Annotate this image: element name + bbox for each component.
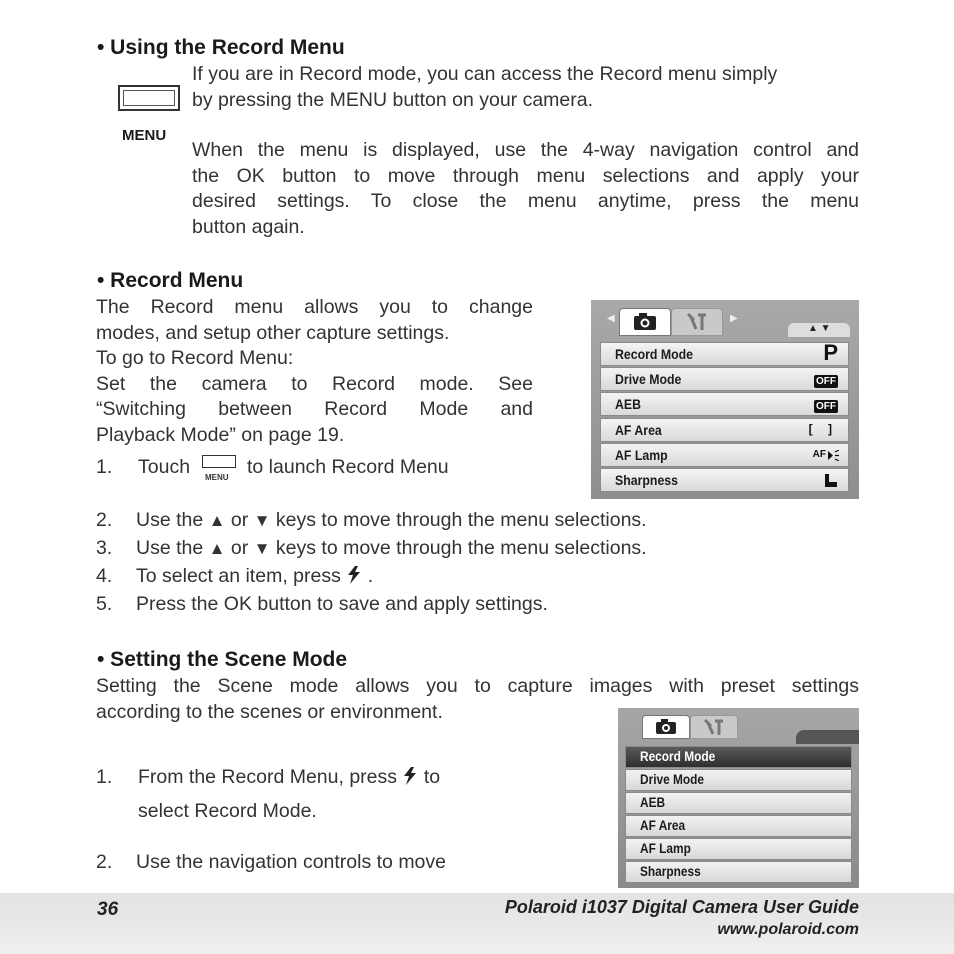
menu-row-label: AF Lamp [640, 841, 691, 856]
step-text: Use the [136, 537, 204, 559]
menu-row-label: AEB [640, 795, 666, 810]
para-line: Set the camera to Record mode. See [96, 372, 533, 395]
step-1 [96, 455, 556, 489]
off-badge: OFF [816, 401, 836, 413]
step-2 [96, 508, 856, 534]
page-footer [0, 893, 954, 954]
section1-para1 [192, 62, 859, 113]
camera-icon [620, 309, 670, 335]
step-text: . [367, 565, 374, 587]
off-badge: OFF [816, 376, 836, 388]
menu-row [625, 815, 852, 837]
step-number: 3. [96, 537, 113, 559]
step-4 [96, 564, 856, 590]
menu-row [600, 367, 849, 391]
menu-row [625, 861, 852, 883]
step-text: From the Record Menu, press [138, 766, 398, 788]
menu-row-label: AEB [615, 396, 642, 413]
menu-row-label: Drive Mode [640, 772, 705, 787]
step-number: 2. [96, 851, 113, 873]
step-number: 4. [96, 565, 113, 587]
menu-caption: MENU [122, 127, 167, 144]
menu-row-selected [625, 746, 852, 768]
heading-using-record-menu: • Using the Record Menu [97, 36, 345, 59]
menu-icon [202, 455, 236, 485]
record-mode-screen [618, 708, 859, 888]
record-menu-screen [591, 300, 859, 499]
scene-step-1-line2: select Record Mode. [138, 800, 317, 822]
up-arrow-icon: ▲ [208, 539, 226, 558]
menu-row-label: Sharpness [615, 471, 679, 488]
menu-list [600, 342, 849, 493]
para-line: desired settings. To close the menu anytime, press the menu [192, 190, 859, 212]
scroll-indicator [788, 323, 850, 337]
tools-icon [672, 309, 722, 335]
para-line: Setting the Scene mode allows you to capture images with preset settings [96, 675, 859, 697]
menu-row-label: Drive Mode [615, 371, 682, 388]
down-arrow-icon: ▼ [253, 539, 271, 558]
menu-button-icon [118, 85, 180, 111]
menu-row [600, 392, 849, 416]
menu-row [625, 838, 852, 860]
website-url: www.polaroid.com [717, 921, 859, 938]
heading-record-menu: • Record Menu [97, 269, 244, 292]
para-line: Playback Mode” on page 19. [96, 423, 345, 446]
para-line: by pressing the MENU button on your camera. [192, 88, 594, 111]
step-text: to launch Record Menu [247, 456, 449, 478]
menu-row [600, 443, 849, 467]
para-line: modes, and setup other capture settings. [96, 321, 450, 344]
step-text-line [136, 536, 647, 562]
step-text-line [136, 508, 647, 534]
para-line: “Switching between Record Mode and [96, 398, 533, 420]
step-text-line [138, 765, 440, 791]
step-text: To select an item, press [136, 565, 341, 587]
step-text: keys to move through the menu selections. [275, 509, 647, 531]
para-line: If you are in Record mode, you can access the Record menu simply [192, 63, 778, 85]
menu-row [600, 418, 849, 442]
step-5 [96, 592, 856, 618]
step-number: 1. [96, 766, 113, 788]
lamp-rays-icon [827, 450, 840, 461]
step-text: or [230, 537, 249, 559]
menu-list [625, 746, 852, 884]
up-arrow-icon: ▲ [208, 511, 226, 530]
af-area-icon: [ ] [808, 421, 838, 436]
value-slot [814, 396, 838, 414]
para-line: according to the scenes or environment. [96, 700, 443, 723]
menu-row [625, 769, 852, 791]
step-text: or [230, 509, 249, 531]
flash-icon [402, 767, 418, 785]
menu-row-label: Record Mode [615, 346, 694, 362]
menu-button-icon [202, 455, 236, 468]
menu-row-label: Sharpness [640, 864, 701, 879]
arrow-left-icon: ◀ [607, 313, 615, 324]
scroll-indicator [796, 730, 859, 744]
menu-row [600, 342, 849, 366]
flash-icon [346, 566, 362, 584]
heading-scene-mode: • Setting the Scene Mode [97, 648, 348, 671]
step-number: 1. [96, 456, 113, 478]
para-line: To go to Record Menu: [96, 347, 294, 369]
para-line: The Record menu allows you to change [96, 296, 533, 318]
scene-step-1 [96, 765, 516, 791]
tab-bar [591, 300, 859, 342]
step-text: to [423, 766, 441, 788]
menu-row-label: AF Lamp [615, 446, 668, 463]
step-text-line [136, 564, 373, 590]
menu-row-label: AF Area [640, 818, 686, 833]
down-arrow-icon: ▼ [253, 511, 271, 530]
camera-icon [643, 716, 689, 738]
menu-row [600, 468, 849, 492]
program-mode-icon: P [823, 340, 838, 365]
para-line: When the menu is displayed, use the 4-way navigation control and [192, 139, 859, 161]
step-number: 5. [96, 593, 113, 615]
step-3 [96, 536, 856, 562]
tab-camera [642, 715, 690, 739]
sharpness-icon [824, 474, 838, 488]
para-line: the OK button to move through menu selections and apply your [192, 164, 859, 187]
tab-setup [690, 715, 738, 739]
arrow-right-icon: ▶ [730, 313, 738, 324]
menu-row [625, 792, 852, 814]
tools-icon [691, 716, 737, 738]
tab-camera [619, 308, 671, 336]
step-text: keys to move through the menu selections. [275, 537, 647, 559]
para-line: button again. [192, 215, 305, 238]
guide-title: Polaroid i1037 Digital Camera User Guide [504, 897, 859, 917]
step-text: Use the navigation controls to move [136, 851, 447, 873]
step-text: Touch [138, 456, 191, 478]
value-slot [814, 371, 838, 389]
menu-icon-caption: MENU [205, 473, 229, 482]
scene-step-2 [96, 850, 516, 876]
step-text: Press the OK button to save and apply settings. [136, 593, 548, 615]
menu-row-label: AF Area [615, 421, 662, 438]
step-text: Use the [136, 509, 204, 531]
tab-setup [671, 308, 723, 336]
af-lamp-icon: AF [812, 448, 826, 460]
up-down-arrows-icon: ▲ ▼ [808, 323, 831, 334]
section1-para2 [192, 138, 859, 240]
menu-row-label: Record Mode [640, 749, 716, 764]
step-number: 2. [96, 509, 113, 531]
section2-body [96, 295, 533, 448]
page-number: 36 [97, 899, 119, 920]
